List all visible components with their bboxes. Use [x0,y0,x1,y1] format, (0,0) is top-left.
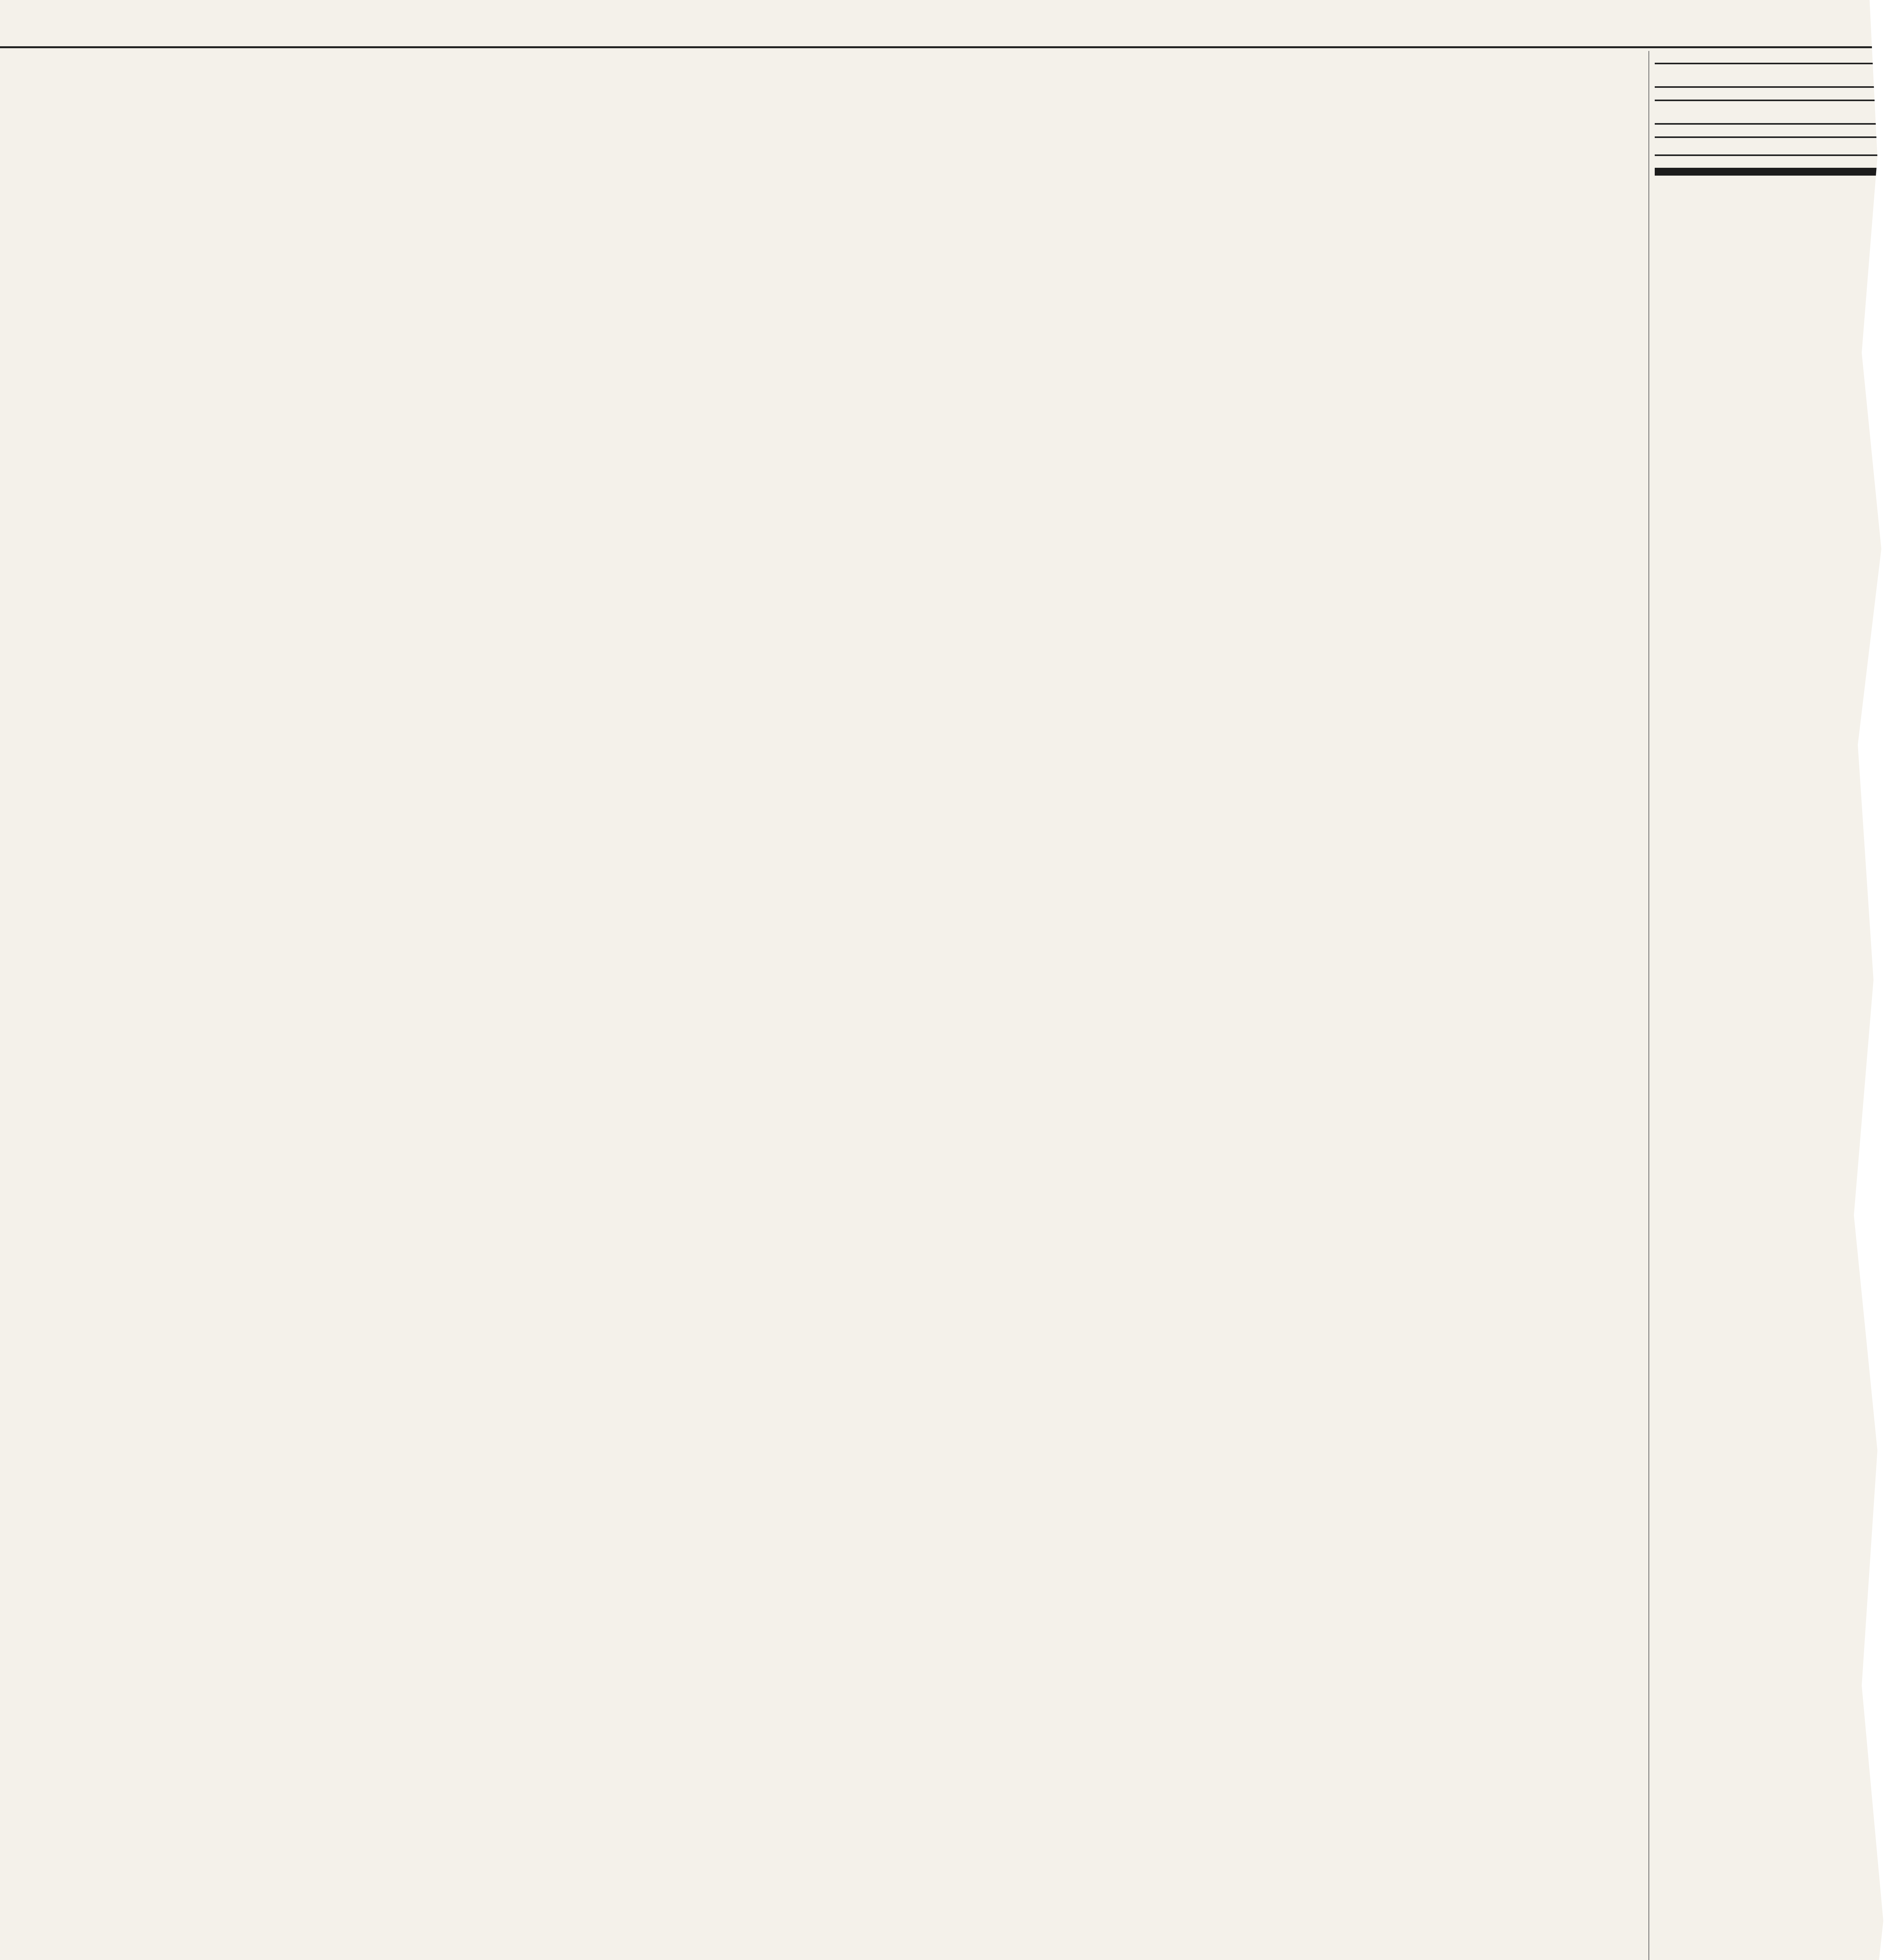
masthead [0,0,1897,48]
roast-mutton-ad [1655,63,1897,88]
advertisement-column [1648,51,1897,1960]
eno-ad [1655,136,1897,156]
dinneford-brand [1655,168,1897,176]
borthwick-ad [1655,100,1897,125]
article-columns [43,51,1646,1960]
